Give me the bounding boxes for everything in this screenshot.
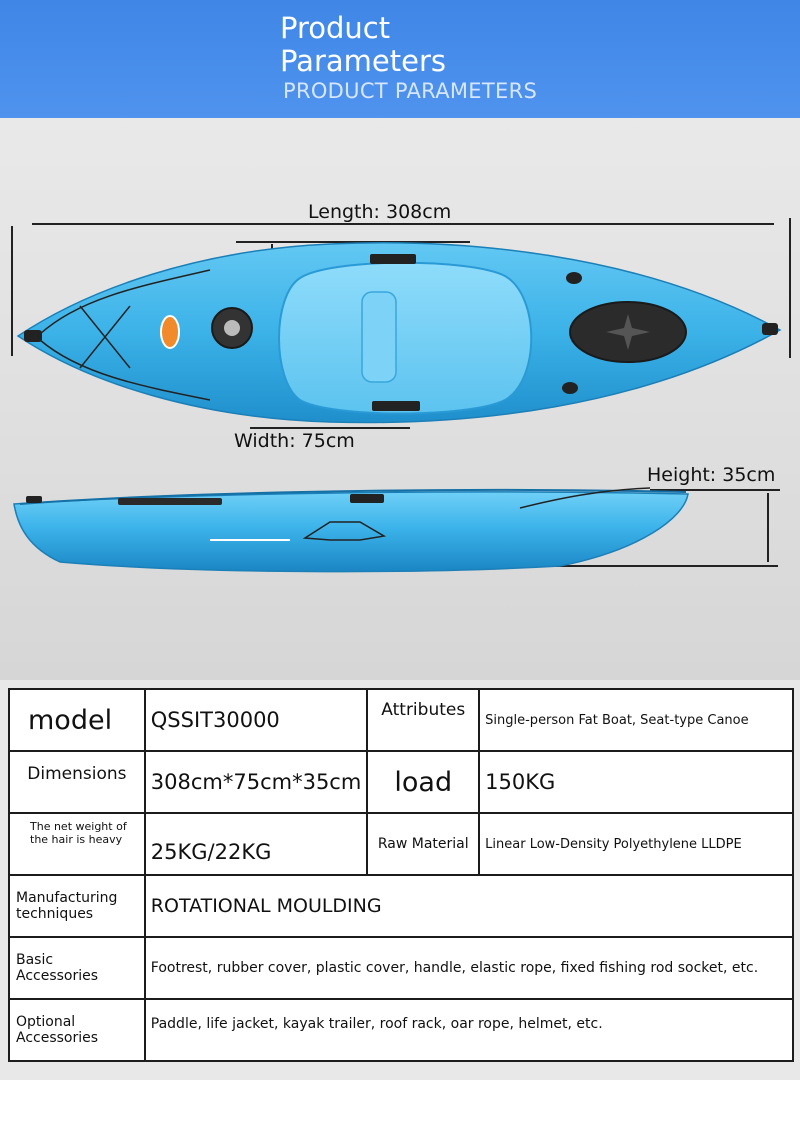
weight-label: The net weight of the hair is heavy (9, 813, 145, 875)
side-front-handle (26, 496, 42, 503)
kayak-side-hull (14, 492, 688, 572)
width-label: Width: 75cm (234, 430, 355, 452)
load-label: load (367, 751, 479, 813)
header-banner (0, 0, 800, 118)
manufacturing-label: Manufacturing techniques (9, 875, 145, 937)
optional-accessories-value: Paddle, life jacket, kayak trailer, roof rack, oar rope, helmet, etc. (145, 999, 793, 1061)
basic-accessories-label: Basic Accessories (9, 937, 145, 999)
table-row (9, 875, 793, 937)
kayak-photo (0, 118, 800, 680)
spec-section (0, 680, 800, 1080)
front-handle (24, 330, 42, 342)
seat-strap-bottom (372, 401, 420, 411)
table-row (9, 689, 793, 751)
spec-table (8, 688, 794, 1062)
model-value: QSSIT30000 (145, 689, 368, 751)
banner-title-line2: Parameters (280, 44, 446, 78)
material-value: Linear Low-Density Polyethylene LLDPE (479, 813, 793, 875)
manufacturing-value: ROTATIONAL MOULDING (145, 875, 793, 937)
page-footer (0, 1080, 800, 1132)
brand-logo-badge (161, 316, 179, 348)
dimensions-label: Dimensions (9, 751, 145, 813)
weight-value: 25KG/22KG (145, 813, 368, 875)
length-label: Length: 308cm (308, 201, 452, 223)
table-row (9, 937, 793, 999)
model-label: model (9, 689, 145, 751)
banner-title-line1: Product (280, 11, 391, 45)
optional-accessories-label: Optional Accessories (9, 999, 145, 1061)
rod-holder-center (224, 320, 240, 336)
deck-fitting (562, 382, 578, 394)
rear-handle (762, 323, 778, 335)
table-row (9, 751, 793, 813)
banner-subtitle: PRODUCT PARAMETERS (283, 79, 538, 103)
dimensions-value: 308cm*75cm*35cm (145, 751, 368, 813)
hatch-side (118, 498, 222, 505)
attributes-label: Attributes (367, 689, 479, 751)
table-row (9, 999, 793, 1061)
table-row (9, 813, 793, 875)
basic-accessories-value: Footrest, rubber cover, plastic cover, handle, elastic rope, fixed fishing rod socket, etc. (145, 937, 793, 999)
material-label: Raw Material (367, 813, 479, 875)
height-label: Height: 35cm (647, 464, 776, 486)
seat-back-side (350, 494, 384, 503)
seat-strap-top (370, 254, 416, 264)
load-value: 150KG (479, 751, 793, 813)
attributes-value: Single-person Fat Boat, Seat-type Canoe (479, 689, 793, 751)
kayak-cockpit (279, 263, 531, 414)
deck-fitting (566, 272, 582, 284)
kayak-seat (362, 292, 396, 382)
